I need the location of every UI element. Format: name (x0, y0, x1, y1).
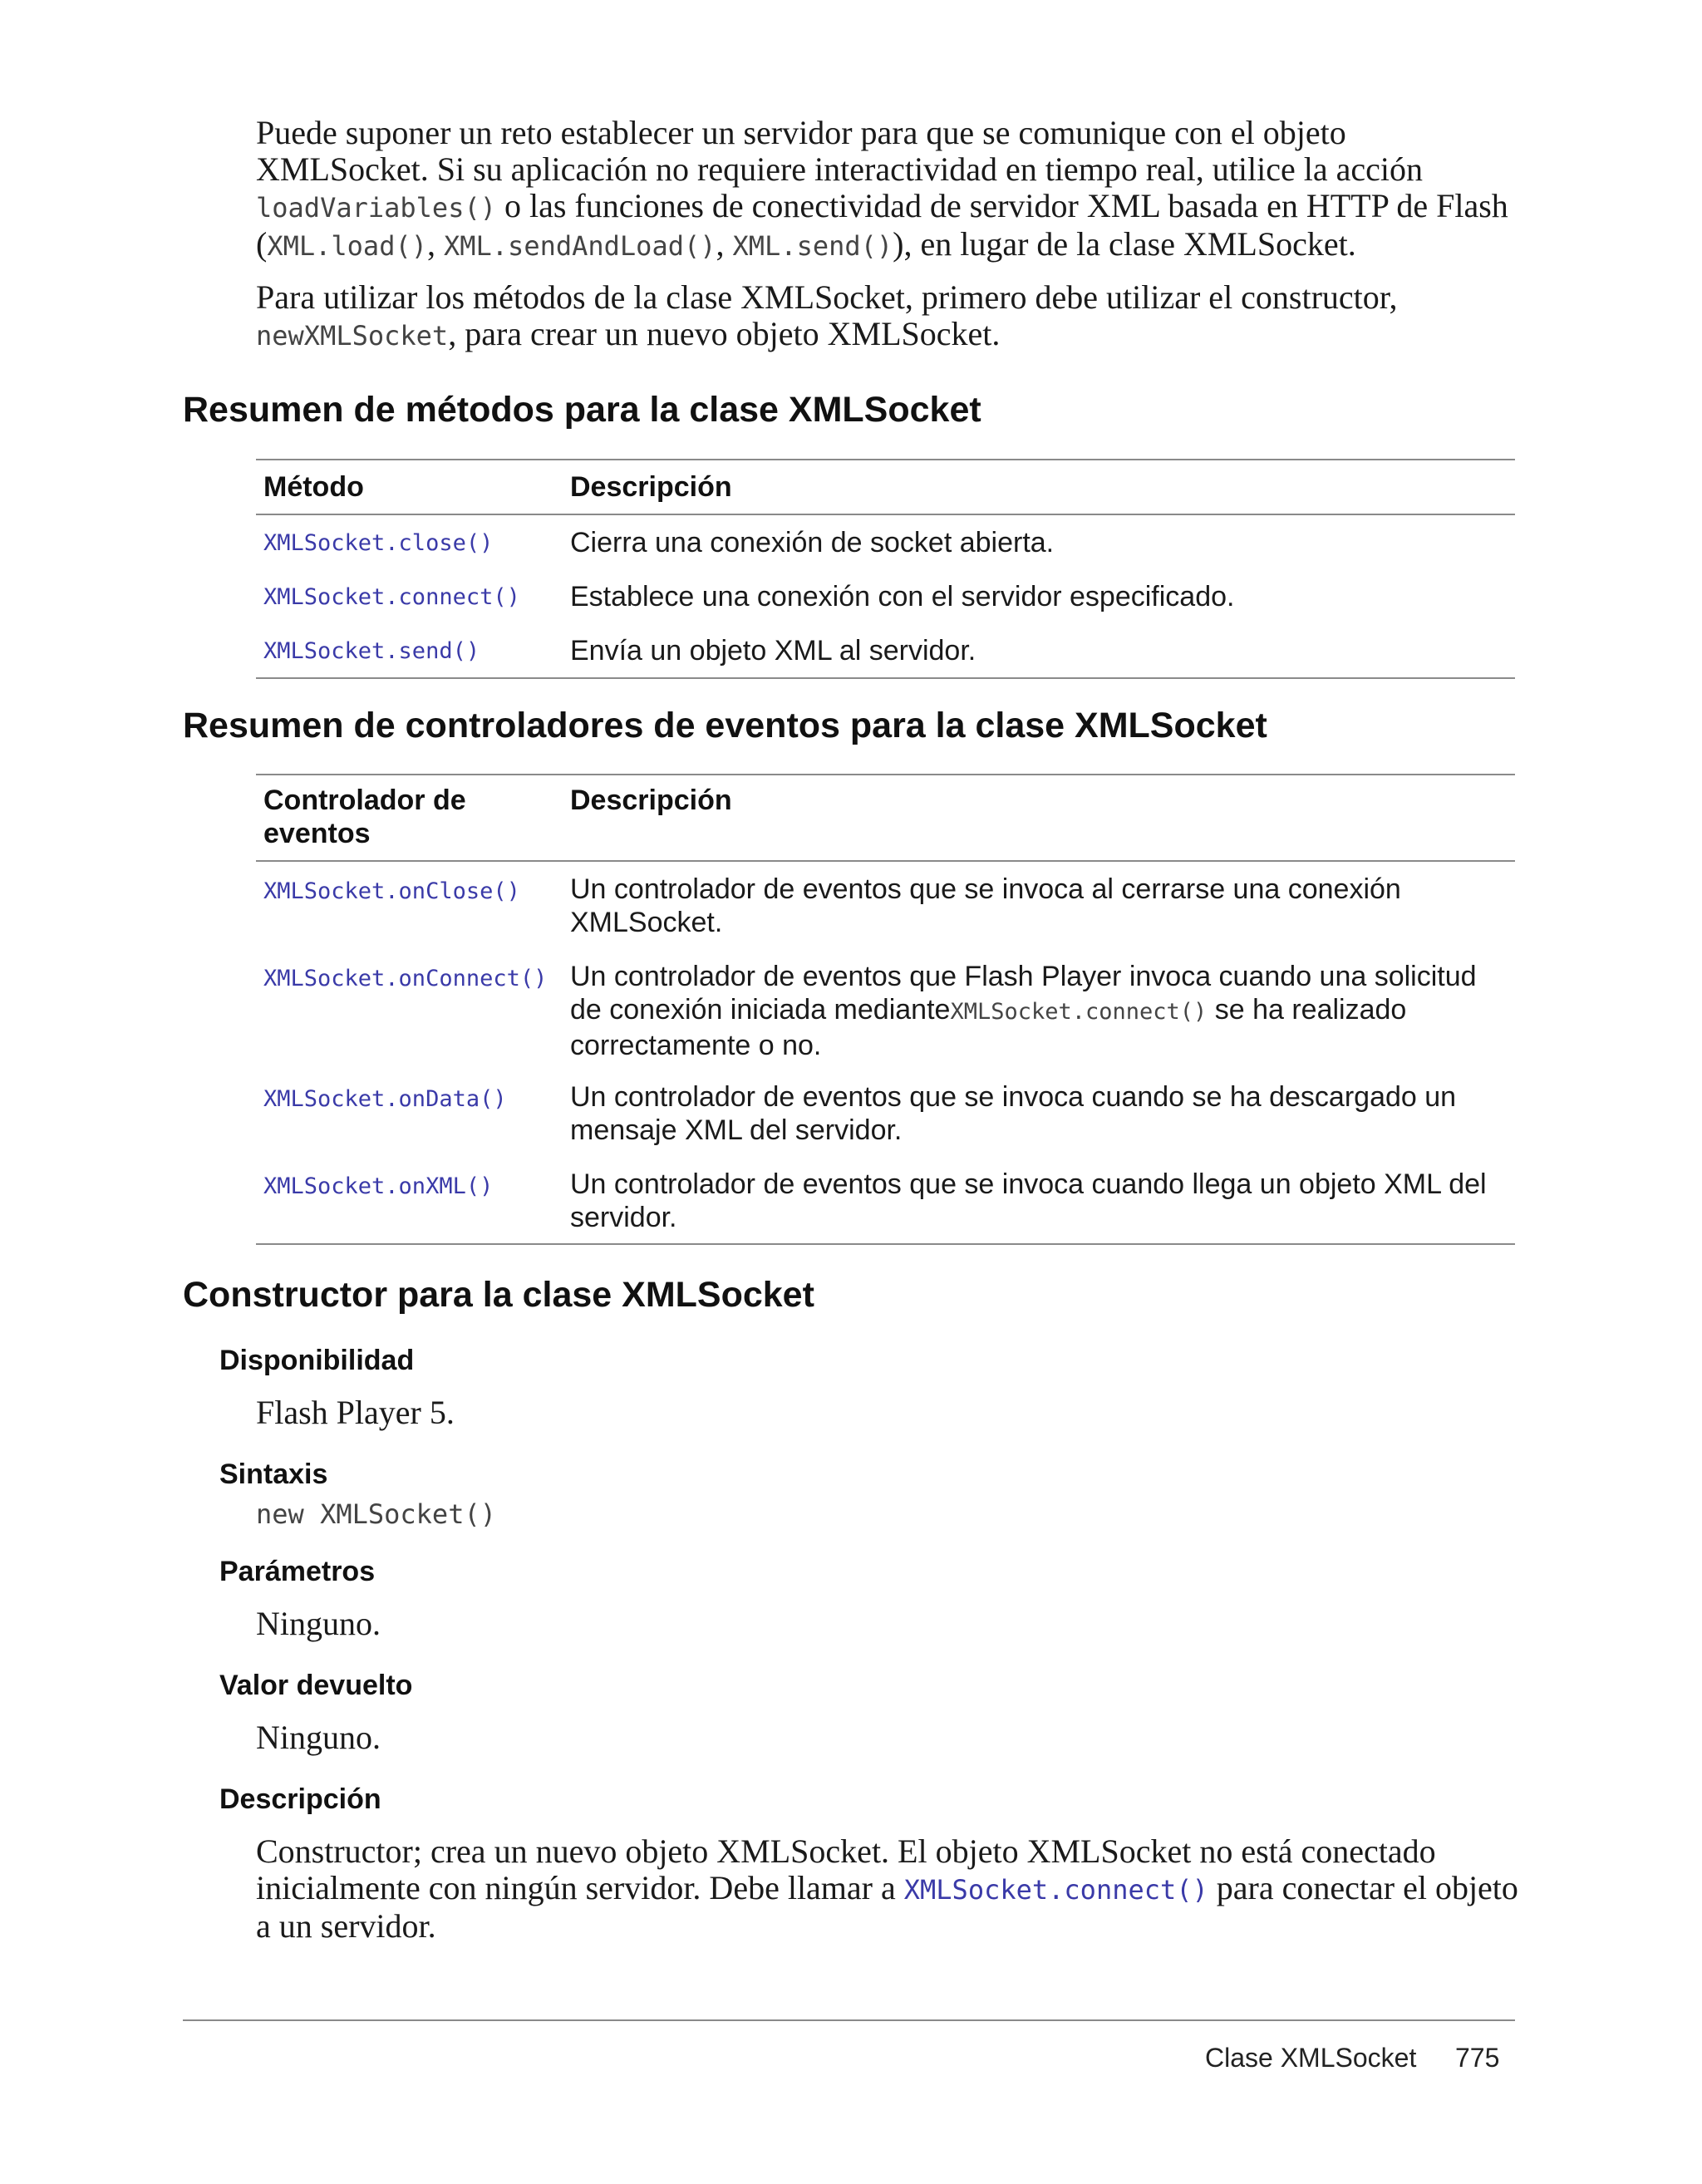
method-description: Establece una conexión con el servidor especificado. (570, 580, 1235, 612)
table-header (256, 775, 1515, 862)
intro-paragraph-1 (256, 115, 1519, 264)
table-row (256, 1070, 1515, 1157)
constructor-heading: Constructor para la clase XMLSocket (183, 1275, 814, 1315)
table-row (256, 569, 1515, 623)
method-link-send[interactable]: XMLSocket.send() (263, 638, 480, 664)
method-description: Cierra una conexión de socket abierta. (570, 526, 1055, 558)
method-link-connect[interactable]: XMLSocket.connect() (263, 584, 520, 610)
event-link-ondata[interactable]: XMLSocket.onData() (263, 1086, 507, 1112)
separator: , (426, 225, 444, 263)
table-row (256, 949, 1515, 1070)
parameters-label: Parámetros (219, 1556, 376, 1587)
intro-paragraph-2 (256, 279, 1519, 354)
table-header (256, 460, 1515, 515)
availability-value: Flash Player 5. (256, 1394, 455, 1431)
description-paragraph (256, 1833, 1519, 1945)
column-header-handler: Controlador de eventos (263, 785, 466, 849)
code-xml-send: XML.send() (732, 230, 893, 262)
code-loadvariables: loadVariables() (256, 192, 496, 224)
syntax-label: Sintaxis (219, 1458, 328, 1490)
intro-text: o las funciones de conectividad de servidor XML basada en HTTP de Flash ( (256, 187, 1508, 263)
link-xmlsocket-connect[interactable]: XMLSocket.connect() (903, 1874, 1208, 1906)
table-row (256, 623, 1515, 677)
availability-label: Disponibilidad (219, 1345, 415, 1376)
table-row (256, 515, 1515, 569)
intro-text: ), en lugar de la clase XMLSocket. (893, 225, 1356, 263)
event-description (570, 960, 1515, 1070)
event-description: Un controlador de eventos que se invoca cuando se ha descargado un mensaje XML del servidor. (570, 1081, 1457, 1146)
page-number: 775 (1455, 2043, 1500, 2073)
table-row (256, 862, 1515, 949)
column-header-description: Descripción (570, 471, 732, 503)
syntax-code: new XMLSocket() (256, 1498, 496, 1530)
intro-text: , para crear un nuevo objeto XMLSocket. (448, 315, 1001, 352)
column-header-description: Descripción (570, 785, 732, 816)
methods-heading: Resumen de métodos para la clase XMLSocket (183, 390, 981, 430)
event-description: Un controlador de eventos que se invoca al cerrarse una conexión XMLSocket. (570, 873, 1401, 938)
code-xmlsocket-connect: XMLSocket.connect() (950, 999, 1208, 1025)
methods-table (256, 459, 1515, 679)
code-newxmlsocket: newXMLSocket (256, 320, 449, 352)
footer-divider (183, 2019, 1515, 2021)
code-xml-load: XML.load() (267, 230, 427, 262)
event-description: Un controlador de eventos que se invoca cuando llega un objeto XML del servidor. (570, 1168, 1487, 1233)
code-xml-sendandload: XML.sendAndLoad() (443, 230, 716, 262)
events-heading: Resumen de controladores de eventos para la clase XMLSocket (183, 706, 1267, 745)
event-link-onxml[interactable]: XMLSocket.onXML() (263, 1173, 494, 1199)
method-description: Envía un objeto XML al servidor. (570, 634, 976, 667)
description-text: para conectar el objeto a un servidor. (256, 1869, 1518, 1945)
column-header-method: Método (263, 471, 364, 503)
parameters-value: Ninguno. (256, 1605, 381, 1642)
returns-value: Ninguno. (256, 1719, 381, 1756)
event-link-onclose[interactable]: XMLSocket.onClose() (263, 878, 520, 904)
description-label: Descripción (219, 1783, 381, 1815)
footer-title: Clase XMLSocket (1205, 2043, 1417, 2073)
returns-label: Valor devuelto (219, 1670, 413, 1701)
event-description-text: se ha realizado correctamente o no. (570, 994, 1407, 1061)
separator: , (716, 225, 733, 263)
table-row (256, 1157, 1515, 1243)
event-link-onconnect[interactable]: XMLSocket.onConnect() (263, 966, 548, 991)
description-text: Constructor; crea un nuevo objeto XMLSocket. El objeto XMLSocket no está conectado inicialmente con ningún servidor. Debe llamar a (256, 1832, 1436, 1906)
method-link-close[interactable]: XMLSocket.close() (263, 530, 494, 556)
event-description-text: Un controlador de eventos que Flash Player invoca cuando una solicitud de conexión iniciada mediante (570, 961, 1477, 1026)
intro-text: Puede suponer un reto establecer un servidor para que se comunique con el objeto XMLSocket. Si su aplicación no requiere interactividad en tiempo real, utilice la acción (256, 114, 1423, 188)
events-table (256, 774, 1515, 1245)
intro-text: Para utilizar los métodos de la clase XMLSocket, primero debe utilizar el constructor, (256, 278, 1398, 316)
